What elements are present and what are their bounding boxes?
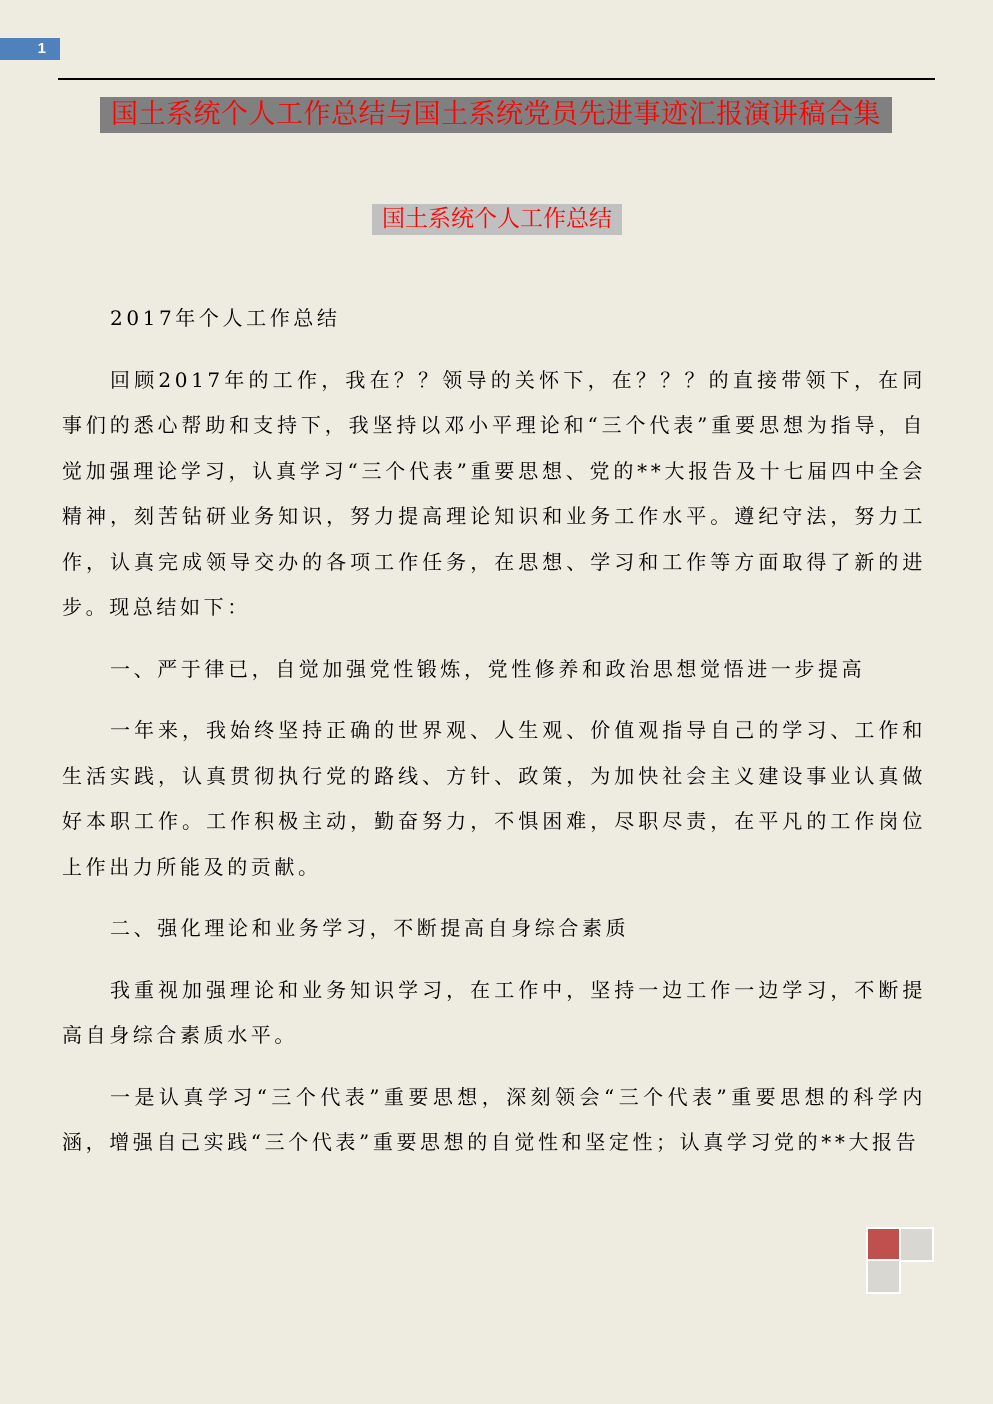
document-body (62, 296, 926, 1166)
paragraph-point-1: 一是认真学习“三个代表”重要思想，深刻领会“三个代表”重要思想的科学内涵，增强自己实践“三个代表”重要思想的自觉性和坚定性；认真学习党的**大报告 (62, 1084, 926, 1154)
document-main-title: 国土系统个人工作总结与国土系统党员先进事迹汇报演讲稿合集 (100, 97, 892, 133)
section-heading-1: 一、严于律已，自觉加强党性锻炼，党性修养和政治思想觉悟进一步提高 (110, 656, 866, 681)
section-heading-2: 二、强化理论和业务学习，不断提高自身综合素质 (110, 916, 630, 940)
paragraph-year-heading: 2017年个人工作总结 (110, 306, 341, 330)
corner-square-grey (866, 1259, 901, 1294)
page-number: 1 (37, 40, 46, 57)
paragraph-intro: 回顾2017年的工作，我在？？领导的关怀下，在？？？的直接带领下，在同事们的悉心帮助和支持下，我坚持以邓小平理论和“三个代表”重要思想为指导，自觉加强理论学习，认真学习“三个代表”重要思想、党的**大报告及十七届四中全会精神，刻苦钻研业务知识，努力提高理论知识和业务工作水平。遵纪守法，努力工作，认真完成领导交办的各项工作任务，在思想、学习和工作等方面取得了新的进步。现总结如下： (62, 367, 926, 619)
paragraph-section-2: 我重视加强理论和业务知识学习，在工作中，坚持一边工作一边学习，不断提高自身综合素质水平。 (62, 977, 926, 1047)
corner-decoration-icon (866, 1227, 934, 1293)
corner-square-red (866, 1227, 901, 1262)
paragraph-section-1: 一年来，我始终坚持正确的世界观、人生观、价值观指导自己的学习、工作和生活实践，认真贯彻执行党的路线、方针、政策，为加快社会主义建设事业认真做好本职工作。工作积极主动，勤奋努力，不惧困难，尽职尽责，在平凡的工作岗位上作出力所能及的贡献。 (62, 718, 926, 879)
document-section-title: 国土系统个人工作总结 (372, 204, 622, 235)
corner-square-grey (899, 1227, 934, 1262)
header-divider (58, 78, 935, 80)
page-number-tab (0, 38, 60, 60)
